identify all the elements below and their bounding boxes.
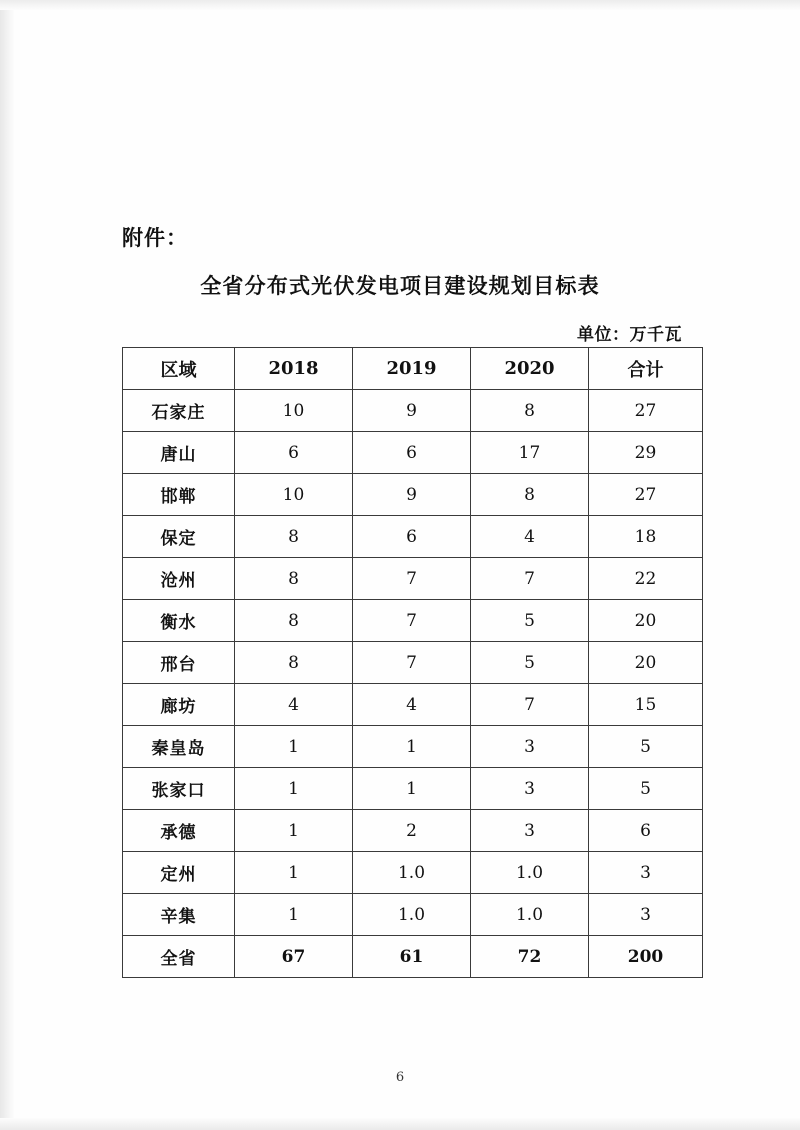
column-header-total: 合计 <box>589 348 703 390</box>
cell-2018: 1 <box>235 894 353 936</box>
cell-region: 石家庄 <box>123 390 235 432</box>
column-header-region: 区域 <box>123 348 235 390</box>
cell-region: 定州 <box>123 852 235 894</box>
cell-total: 20 <box>589 600 703 642</box>
column-header-2018: 2018 <box>235 348 353 390</box>
cell-region: 张家口 <box>123 768 235 810</box>
cell-2018: 67 <box>235 936 353 978</box>
cell-total: 22 <box>589 558 703 600</box>
cell-2018: 10 <box>235 390 353 432</box>
cell-region: 保定 <box>123 516 235 558</box>
table-row <box>123 642 703 684</box>
cell-region: 衡水 <box>123 600 235 642</box>
cell-2018: 8 <box>235 516 353 558</box>
planning-target-table <box>122 347 703 978</box>
cell-region: 辛集 <box>123 894 235 936</box>
cell-2019: 6 <box>353 432 471 474</box>
column-header-2019: 2019 <box>353 348 471 390</box>
table-row <box>123 516 703 558</box>
cell-2019: 9 <box>353 390 471 432</box>
cell-region: 全省 <box>123 936 235 978</box>
cell-2019: 7 <box>353 642 471 684</box>
cell-2020: 5 <box>471 600 589 642</box>
cell-2018: 1 <box>235 810 353 852</box>
cell-total: 3 <box>589 894 703 936</box>
cell-2020: 1.0 <box>471 894 589 936</box>
cell-total: 200 <box>589 936 703 978</box>
cell-2020: 3 <box>471 768 589 810</box>
attachment-label: 附件： <box>122 225 188 250</box>
cell-2020: 17 <box>471 432 589 474</box>
table-row <box>123 558 703 600</box>
cell-2020: 1.0 <box>471 852 589 894</box>
cell-total: 5 <box>589 768 703 810</box>
cell-total: 29 <box>589 432 703 474</box>
cell-2018: 1 <box>235 768 353 810</box>
scan-edge-left <box>0 0 14 1130</box>
table-row <box>123 852 703 894</box>
page-number: 6 <box>395 1070 405 1085</box>
cell-region: 廊坊 <box>123 684 235 726</box>
cell-2020: 3 <box>471 810 589 852</box>
cell-2018: 8 <box>235 600 353 642</box>
cell-total: 27 <box>589 390 703 432</box>
cell-region: 邢台 <box>123 642 235 684</box>
cell-2019: 7 <box>353 558 471 600</box>
cell-region: 唐山 <box>123 432 235 474</box>
cell-2018: 6 <box>235 432 353 474</box>
cell-2019: 9 <box>353 474 471 516</box>
cell-2020: 4 <box>471 516 589 558</box>
cell-2020: 8 <box>471 390 589 432</box>
cell-2020: 7 <box>471 558 589 600</box>
scan-edge-bottom <box>0 1118 800 1130</box>
cell-2018: 8 <box>235 558 353 600</box>
cell-2019: 1.0 <box>353 852 471 894</box>
cell-2018: 4 <box>235 684 353 726</box>
cell-total: 15 <box>589 684 703 726</box>
table-row <box>123 894 703 936</box>
cell-2020: 8 <box>471 474 589 516</box>
cell-2019: 1 <box>353 726 471 768</box>
cell-2018: 1 <box>235 852 353 894</box>
cell-2019: 61 <box>353 936 471 978</box>
cell-total: 5 <box>589 726 703 768</box>
cell-total: 18 <box>589 516 703 558</box>
cell-2018: 10 <box>235 474 353 516</box>
table-row <box>123 432 703 474</box>
cell-2019: 7 <box>353 600 471 642</box>
table-row <box>123 600 703 642</box>
table-row <box>123 810 703 852</box>
cell-2019: 1 <box>353 768 471 810</box>
table-row <box>123 684 703 726</box>
cell-2018: 1 <box>235 726 353 768</box>
table-row <box>123 726 703 768</box>
cell-2020: 3 <box>471 726 589 768</box>
cell-2019: 6 <box>353 516 471 558</box>
cell-total: 6 <box>589 810 703 852</box>
table-row <box>123 474 703 516</box>
table-row <box>123 390 703 432</box>
cell-2019: 1.0 <box>353 894 471 936</box>
cell-region: 承德 <box>123 810 235 852</box>
cell-2019: 4 <box>353 684 471 726</box>
cell-region: 沧州 <box>123 558 235 600</box>
unit-label: 单位：万千瓦 <box>577 325 682 345</box>
cell-2020: 5 <box>471 642 589 684</box>
page-title: 全省分布式光伏发电项目建设规划目标表 <box>200 273 600 298</box>
cell-2020: 7 <box>471 684 589 726</box>
cell-region: 秦皇岛 <box>123 726 235 768</box>
cell-total: 3 <box>589 852 703 894</box>
cell-2019: 2 <box>353 810 471 852</box>
table-row-total <box>123 936 703 978</box>
table-row <box>123 768 703 810</box>
cell-region: 邯郸 <box>123 474 235 516</box>
cell-2020: 72 <box>471 936 589 978</box>
table-header-row <box>123 348 703 390</box>
table-body <box>123 390 703 978</box>
cell-total: 20 <box>589 642 703 684</box>
column-header-2020: 2020 <box>471 348 589 390</box>
scan-edge-top <box>0 0 800 10</box>
cell-2018: 8 <box>235 642 353 684</box>
cell-total: 27 <box>589 474 703 516</box>
